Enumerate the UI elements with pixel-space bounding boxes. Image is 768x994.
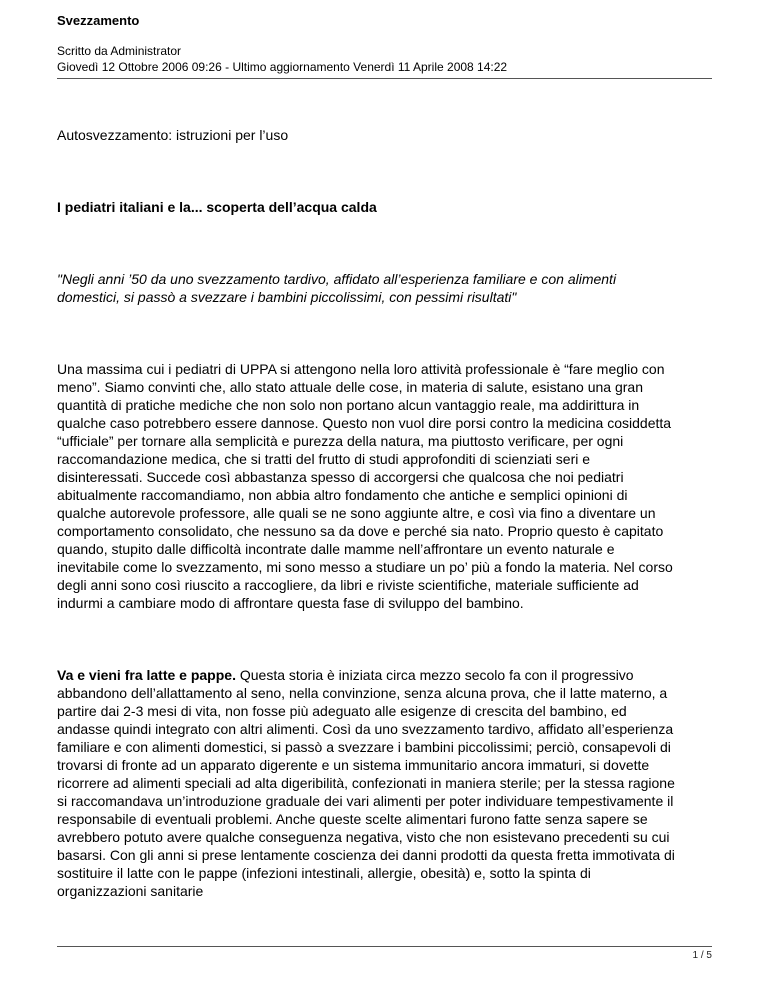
- author-line: Scritto da Administrator: [57, 44, 182, 58]
- paragraph-2-text: Questa storia è iniziata circa mezzo secolo fa con il progressivo abbandono dell’allattamento al seno, nella convinzione, senza alcuna prova, che il latte materno, a partire dai 2-3 mesi di vita, non fosse più adeguato alle esigenze di crescita del bambino, ed andasse quindi integrato con altri alimenti. Così da uno svezzamento tardivo, affidato all’esperienza familiare e con alimenti domestici, si passò a svezzare i bambini piccolissimi; perciò, consapevoli di trovarsi di fronte ad un apparato digerente e un sistema immunitario ancora immaturi, si dovette ricorrere ad alimenti speciali ad alta digeribilità, confezionati in maniera sterile; per la stessa ragione si raccomandava un’introduzione graduale dei vari alimenti per poter individuare tempestivamente il responsabile di eventuali problemi. Anche queste scelte alimentari furono fatte senza sapere se avrebbero potuto avere qualche conseguenza negativa, visto che non esistevano precedenti su cui basarsi. Con gli anni si prese lentamente coscienza dei danni prodotti da questa fretta immotivata di sostituire il latte con le pappe (infezioni intestinali, allergie, obesità) e, sotto la spinta di organizzazioni sanitarie: [57, 667, 675, 899]
- header-divider: [57, 78, 712, 79]
- date-line: Giovedì 12 Ottobre 2006 09:26 - Ultimo aggiornamento Venerdì 11 Aprile 2008 14:22: [57, 60, 508, 74]
- article-quote: "Negli anni ’50 da uno svezzamento tardivo, affidato all’esperienza familiare e con alimenti domestici, si passò a svezzare i bambini piccolissimi, con pessimi risultati": [57, 271, 617, 305]
- paragraph-1: Una massima cui i pediatri di UPPA si attengono nella loro attività professionale è “fare meglio con meno”. Siamo convinti che, allo stato attuale delle cose, in materia di salute, esistano una gran quantità di pratiche mediche che non solo non portano alcun vantaggio reale, ma addirittura in qualche caso potrebbero essere dannose. Questo non vuol dire porsi contro la medicina cosiddetta “ufficiale” per tornare alla semplicità e purezza della natura, ma piuttosto verificare, per ogni raccomandazione medica, che si tratti del frutto di studi approfonditi di scienziati seri e disinteressati. Succede così abbastanza spesso di accorgersi che qualcosa che noi pediatri abitualmente raccomandiamo, non abbia altro fondamento che antiche e semplici opinioni di qualche autorevole professore, alle quali se ne sono aggiunte altre, e così via fino a diventare un comportamento consolidato, che nessuno sa da dove e perché sia nato. Proprio questo è capitato quando, stupito dalle difficoltà incontrate dalle mamme nell’affrontare un evento naturale e inevitabile come lo svezzamento, mi sono messo a studiare un po’ più a fondo la materia. Nel corso degli anni sono così riuscito a raccogliere, da libri e riviste scientifiche, materiale sufficiente ad indurmi a cambiare modo di affrontare questa fase di sviluppo del bambino.: [57, 361, 673, 611]
- footer-divider: [57, 946, 712, 947]
- article-subtitle: Autosvezzamento: istruzioni per l’uso: [57, 127, 289, 143]
- paragraph-2: [57, 666, 677, 900]
- paragraph-2-lead: Va e vieni fra latte e pappe.: [57, 667, 236, 683]
- page-number: 1 / 5: [692, 950, 712, 961]
- document-title: Svezzamento: [57, 13, 140, 28]
- article-heading: I pediatri italiani e la... scoperta dell’acqua calda: [57, 199, 377, 215]
